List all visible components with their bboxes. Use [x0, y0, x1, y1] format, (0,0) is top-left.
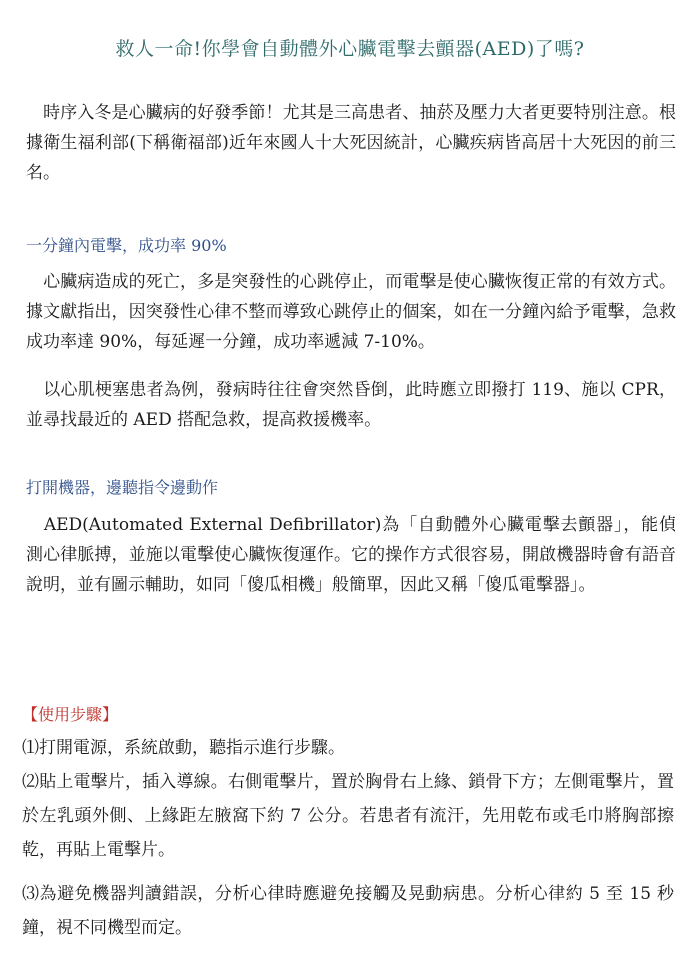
intro-paragraph: 時序入冬是心臟病的好發季節！尤其是三高患者、抽菸及壓力大者更要特別注意。根據衛生福利部(下稱衛福部)近年來國人十大死因統計，心臟疾病皆高居十大死因的前三名。 [26, 103, 676, 183]
section-heading-open-machine: 打開機器，邊聽指令邊動作 [26, 478, 219, 497]
step-item: ⑴打開電源，系統啟動，聽指示進行步驟。 [22, 738, 345, 758]
section-paragraph: 以心肌梗塞患者為例，發病時往往會突然昏倒，此時應立即撥打 119、施以 CPR，並尋找最近的 AED 搭配急救，提高救援機率。 [26, 380, 676, 430]
steps-heading: 【使用步驟】 [22, 705, 119, 724]
step-item: ⑵貼上電擊片，插入導線。右側電擊片，置於胸骨右上緣、鎖骨下方；左側電擊片，置於左乳頭外側、上緣距左腋窩下約 7 公分。若患者有流汗，先用乾布或毛巾將胸部擦乾，再貼上電擊片。 [22, 772, 674, 860]
section-heading-electric-shock: 一分鐘內電擊，成功率 90% [26, 236, 227, 255]
section-paragraph: AED(Automated External Defibrillator)為「自動體外心臟電擊去顫器」，能偵測心律脈搏，並施以電擊使心臟恢復運作。它的操作方式很容易，開啟機器時會有語音說明，並有圖示輔助，如同「傻瓜相機」般簡單，因此又稱「傻瓜電擊器」。 [26, 515, 676, 595]
section-paragraph: 心臟病造成的死亡，多是突發性的心跳停止，而電擊是使心臟恢復正常的有效方式。據文獻指出，因突發性心律不整而導致心跳停止的個案，如在一分鐘內給予電擊，急救成功率達 90%，每延遲一分鐘，成功率遞減 7-10%。 [26, 272, 676, 352]
step-item: ⑶為避免機器判讀錯誤，分析心律時應避免接觸及晃動病患。分析心律約 5 至 15 秒鐘，視不同機型而定。 [22, 884, 674, 938]
article-title: 救人一命!你學會自動體外心臟電擊去顫器(AED)了嗎? [115, 38, 585, 60]
